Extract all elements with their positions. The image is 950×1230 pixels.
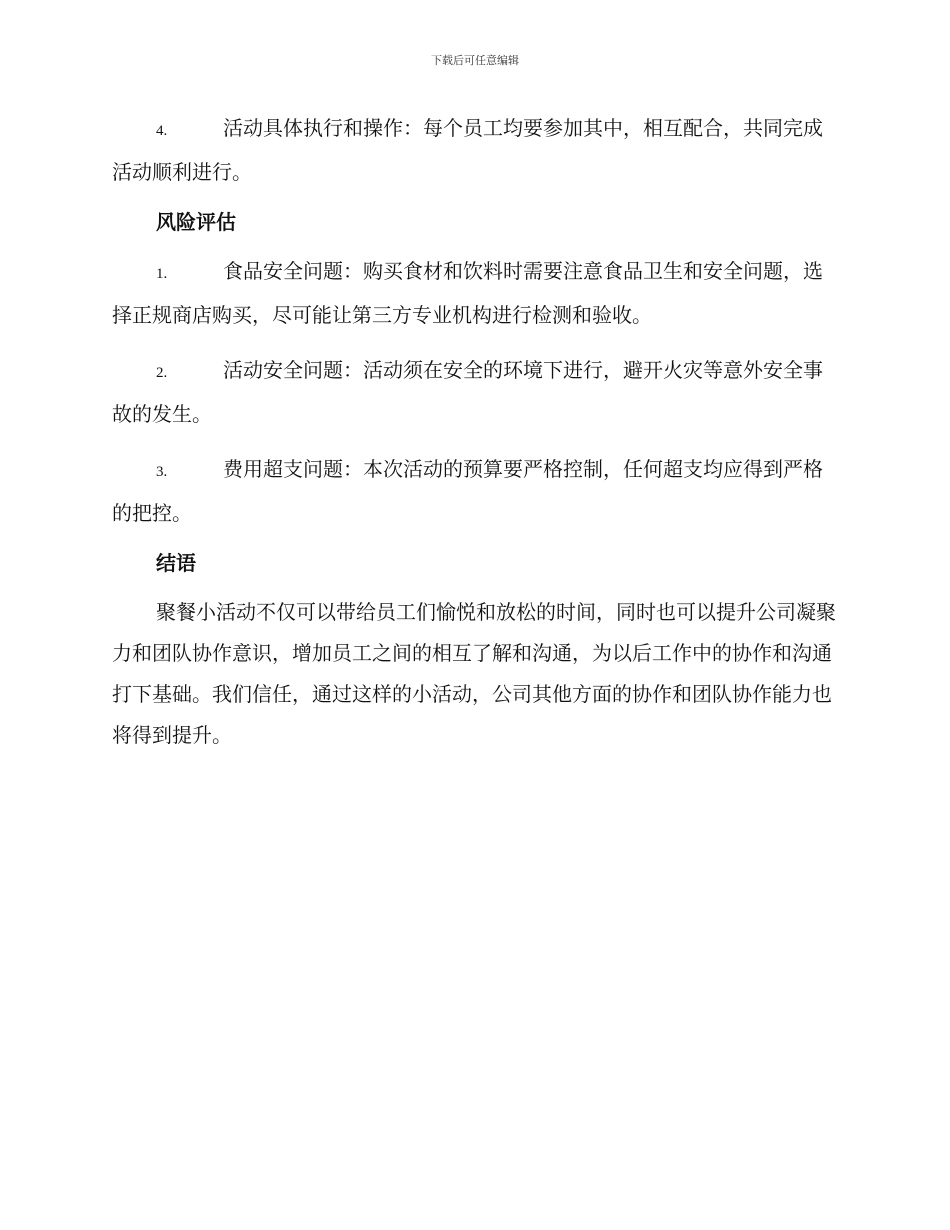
list-item-2 — [112, 350, 837, 435]
list-item-1 — [112, 251, 837, 336]
page-header: 下载后可任意编辑 — [431, 54, 519, 67]
list-item-3 — [112, 449, 837, 534]
list-text: 食品安全问题：购买食材和饮料时需要注意食品卫生和安全问题，选择正规商店购买，尽可能让第三方专业机构进行检测和验收。 — [112, 259, 823, 327]
section-heading-conclusion: 结语 — [156, 551, 196, 575]
list-text: 活动安全问题：活动须在安全的环境下进行，避开火灾等意外安全事故的发生。 — [112, 358, 823, 426]
list-text: 费用超支问题：本次活动的预算要严格控制，任何超支均应得到严格的把控。 — [112, 457, 823, 525]
list-text: 活动具体执行和操作：每个员工均要参加其中，相互配合，共同完成活动顺利进行。 — [112, 116, 823, 184]
list-number: 3. — [156, 464, 168, 480]
list-number: 2. — [156, 365, 168, 381]
list-number: 1. — [156, 266, 168, 282]
list-number: 4. — [156, 123, 168, 139]
list-item-4 — [112, 108, 837, 193]
section-heading-risk: 风险评估 — [156, 210, 236, 234]
conclusion-paragraph: 聚餐小活动不仅可以带给员工们愉悦和放松的时间，同时也可以提升公司凝聚力和团队协作意识，增加员工之间的相互了解和沟通，为以后工作中的协作和沟通打下基础。我们信任，通过这样的小活动，公司其他方面的协作和团队协作能力也将得到提升。 — [112, 600, 836, 747]
document-body — [112, 108, 837, 756]
